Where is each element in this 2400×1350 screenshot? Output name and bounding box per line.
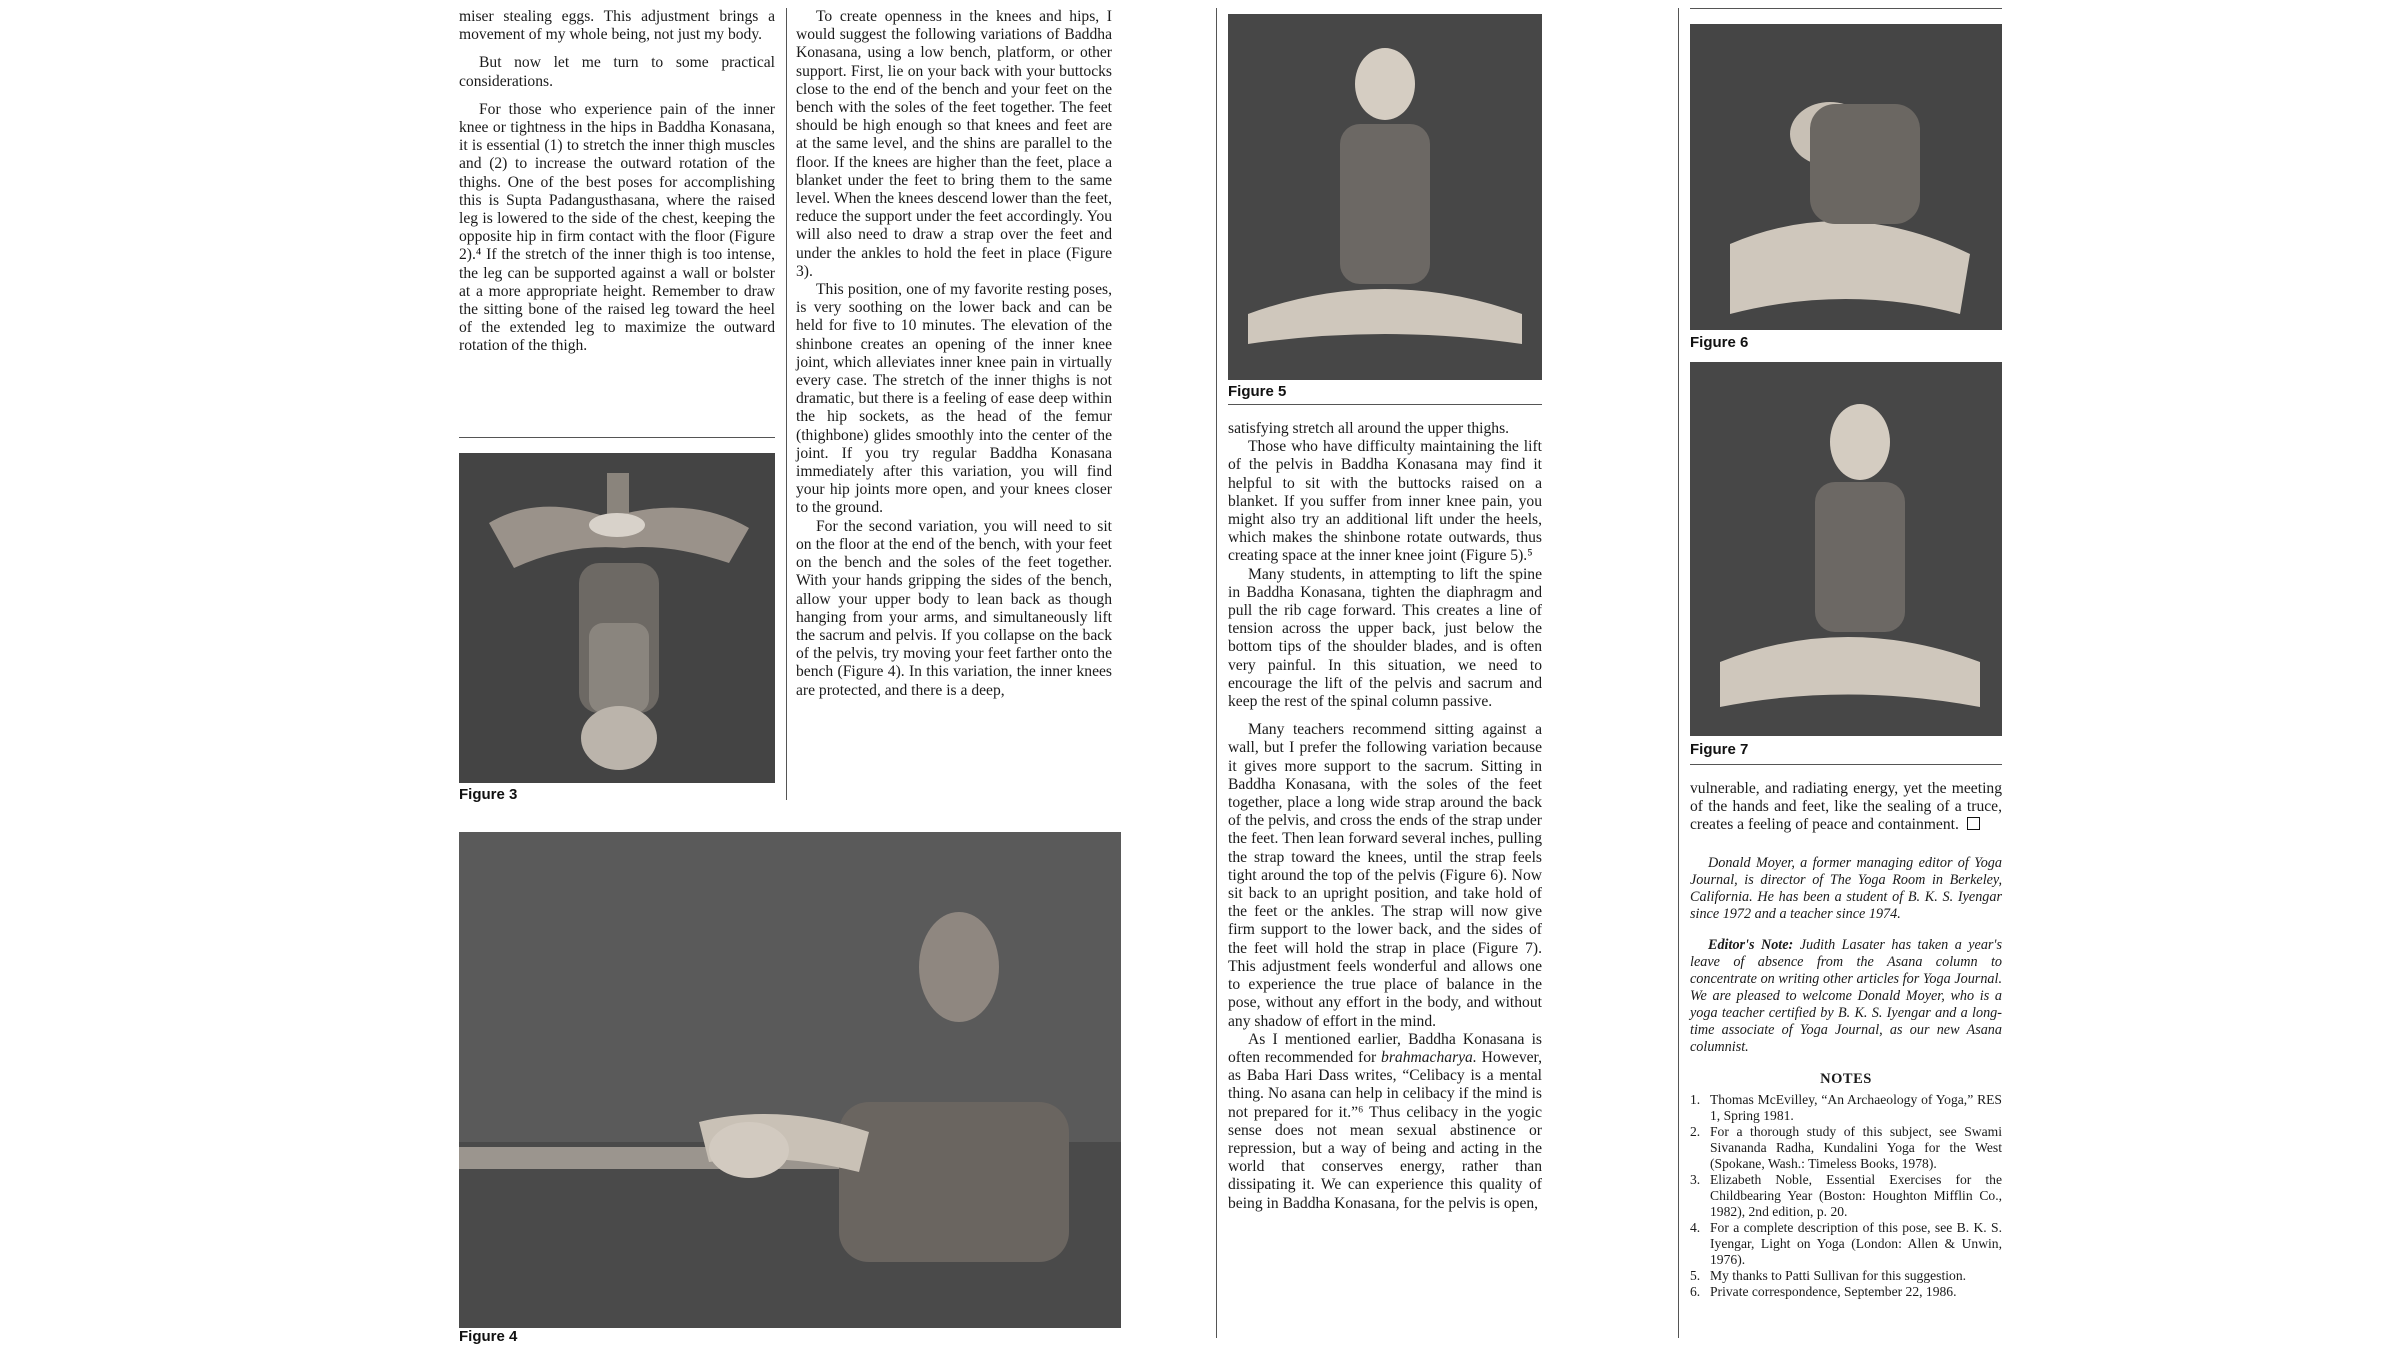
column-rule-2	[1216, 8, 1217, 1338]
note-number: 6.	[1690, 1283, 1701, 1299]
note-number: 1.	[1690, 1091, 1701, 1107]
figure-5-photo	[1228, 14, 1542, 380]
col4-p1-text: vulnerable, and radiating energy, yet the meeting of the hands and feet, like the sealing of a truce, creates a feeling of peace and containment.	[1690, 780, 2002, 834]
notes-heading: NOTES	[1820, 1070, 1872, 1087]
note-text: Thomas McEvilley, “An Archaeology of Yoga,” RES 1, Spring 1981.	[1710, 1091, 2002, 1123]
note-item	[1690, 1268, 2002, 1284]
col4-paragraph-1	[1690, 780, 2002, 835]
col2-paragraph-3: For the second variation, you will need to sit on the floor at the end of the bench, with your feet on the bench and the soles of the feet together. With your hands gripping the sides of the bench, allow your upper body to lean back as though hanging from your arms, and simultaneously lift the sacrum and pelvis. If you collapse on the back of the pelvis, try moving your feet farther onto the bench (Figure 4). In this variation, the inner knees are protected, and there is a deep,	[796, 517, 1112, 699]
note-number: 5.	[1690, 1267, 1701, 1283]
figure-6-illustration	[1690, 24, 2002, 330]
editors-note	[1690, 937, 2002, 1056]
note-number: 2.	[1690, 1123, 1701, 1139]
note-text: My thanks to Patti Sullivan for this suggestion.	[1710, 1267, 1967, 1283]
column-2	[796, 8, 1112, 700]
note-item	[1690, 1220, 2002, 1268]
note-number: 4.	[1690, 1219, 1701, 1235]
figure-3-photo	[459, 453, 775, 783]
figure-3-caption: Figure 3	[459, 786, 518, 803]
note-item	[1690, 1124, 2002, 1172]
col4-top-rule	[1690, 8, 2002, 9]
col1-divider	[459, 437, 775, 438]
figure-7-illustration	[1690, 362, 2002, 736]
figure-6-photo	[1690, 24, 2002, 330]
note-text: Elizabeth Noble, Essential Exercises for the Childbearing Year (Boston: Houghton Mifflin Co., 1982), 2nd edition, p. 20.	[1710, 1171, 2002, 1219]
col1-paragraph-3: For those who experience pain of the inner knee or tightness in the hips in Baddha Konasana, it is essential (1) to stretch the inner thigh muscles and (2) to increase the outward rotation of the thighs. One of the best poses for accomplishing this is Supta Padangusthasana, where the raised leg is lowered to the side of the chest, keeping the opposite hip in firm contact with the floor (Figure 2).⁴ If the stretch of the inner thigh is too intense, the leg can be supported against a wall or bolster at a more appropriate height. Remember to draw the sitting bone of the raised leg toward the heel of the extended leg to maximize the outward rotation of the thigh.	[459, 100, 775, 355]
col3-paragraph-5	[1228, 1031, 1542, 1213]
figure-4-photo	[459, 832, 1121, 1328]
column-1	[459, 8, 775, 356]
figure-4-caption: Figure 4	[459, 1328, 518, 1345]
col2-paragraph-1: To create openness in the knees and hips, I would suggest the following variations of Baddha Konasana, using a low bench, platform, or other support. First, lie on your back with your buttocks close to the end of the bench and your feet on the bench with the soles of the feet together. The feet should be high enough so that knees and feet are at the same level, and the shins are parallel to the floor. If the knees are higher than the feet, place a blanket under the feet to bring them to the same level. When the knees descend lower than the feet, reduce the support under the feet accordingly. You will also need to draw a strap over the feet and under the ankles to hold the feet in place (Figure 3).	[796, 8, 1112, 280]
author-bio: Donald Moyer, a former managing editor of Yoga Journal, is director of The Yoga Room in Berkeley, California. He has been a student of B. K. S. Iyengar since 1972 and a teacher since 1974.	[1690, 854, 2002, 922]
figure-6-caption: Figure 6	[1690, 334, 1749, 351]
author-bio-block	[1690, 855, 2002, 1056]
col3-p5-text-a: As I mentioned earlier, Baddha Konasana is often recommended for	[1228, 1030, 1542, 1066]
note-item	[1690, 1172, 2002, 1220]
column-rule-3	[1678, 8, 1679, 1338]
col3-paragraph-4: Many teachers recommend sitting against a wall, but I prefer the following variation because it gives more support to the sacrum. Sitting in Baddha Konasana, with the soles of the feet together, place a long wide strap around the back of the pelvis, and cross the ends of the strap under the feet. Then lean forward several inches, pulling the strap toward the knees, until the strap feels tight around the top of the pelvis (Figure 6). Now sit back to an upright position, and take hold of the feet or the ankles. The strap will now give firm support to the lower back, and the sides of the feet will hold the strap in place (Figure 7). This adjustment feels wonderful and allows one to experience the true place of balance in the pose, without any effort in the body, and without any shadow of effort in the mind.	[1228, 721, 1542, 1030]
col4-figure-divider	[1690, 764, 2002, 765]
col3-p5-text-c: However, as Baba Hari Dass writes, “Celibacy is a mental thing. No asana can help in celibacy if the mind is not prepared for it.”⁶ Thus celibacy in the yogic sense does not mean sexual abstinence or repression, but a way of being and acting in the world that conserves energy, rather than dissipating it. We can experience this quality of being in Baddha Konasana, for the pelvis is open,	[1228, 1048, 1542, 1212]
note-number: 3.	[1690, 1171, 1701, 1187]
col1-paragraph-1: miser stealing eggs. This adjustment brings a movement of my whole being, not just my body.	[459, 8, 775, 44]
col3-paragraph-1: satisfying stretch all around the upper thighs.	[1228, 420, 1510, 437]
col3-paragraph-3: Many students, in attempting to lift the spine in Baddha Konasana, tighten the diaphragm and pull the rib cage forward. This creates a line of tension across the upper back, just below the bottom tips of the shoulder blades, and is often very painful. In this situation, we need to encourage the lift of the pelvis and sacrum and keep the rest of the spinal column passive.	[1228, 565, 1542, 711]
note-text: For a complete description of this pose, see B. K. S. Iyengar, Light on Yoga (London: Allen & Unwin, 1976).	[1710, 1219, 2002, 1267]
notes-list	[1690, 1092, 2002, 1300]
note-item	[1690, 1284, 2002, 1300]
col3-p5-italic: brahmacharya.	[1381, 1048, 1477, 1066]
editors-note-label: Editor's Note:	[1708, 936, 1794, 953]
col2-paragraph-2: This position, one of my favorite resting poses, is very soothing on the lower back and can be held for five to 10 minutes. The elevation of the shinbone creates an opening of the inner knee joint, which alleviates inner knee pain in virtually every case. The stretch of the inner thighs is not dramatic, but there is a feeling of ease deep within the hip sockets, as the head of the femur (thighbone) glides smoothly into the center of the joint. If you try regular Baddha Konasana immediately after this variation, you will find your hip joints more open, and your knees closer to the ground.	[796, 281, 1112, 517]
end-mark-icon	[1967, 817, 1980, 830]
col3-figure-divider	[1228, 404, 1542, 405]
figure-5-illustration	[1228, 14, 1542, 380]
note-item	[1690, 1092, 2002, 1124]
column-rule-1	[786, 8, 787, 800]
figure-7-photo	[1690, 362, 2002, 736]
figure-7-caption: Figure 7	[1690, 741, 1749, 758]
column-4	[1690, 780, 2002, 1300]
figure-5-caption: Figure 5	[1228, 383, 1287, 400]
note-text: Private correspondence, September 22, 1986.	[1710, 1283, 1957, 1299]
column-3	[1228, 420, 1542, 1213]
editors-note-text: Judith Lasater has taken a year's leave of absence from the Asana column to concentrate on writing other articles for Yoga Journal. We are pleased to welcome Donald Moyer, who is a yoga teacher certified by B. K. S. Iyengar and a long-time associate of Yoga Journal, as our new Asana columnist.	[1690, 936, 2002, 1055]
col1-paragraph-2: But now let me turn to some practical considerations.	[459, 54, 775, 90]
figure-3-illustration	[459, 453, 775, 783]
col3-paragraph-2: Those who have difficulty maintaining the lift of the pelvis in Baddha Konasana may find it helpful to sit with the buttocks raised on a blanket. If you suffer from inner knee pain, you might also try an additional lift under the heels, which makes the shinbone rotate outwards, thus creating space at the inner knee joint (Figure 5).⁵	[1228, 438, 1542, 565]
note-text: For a thorough study of this subject, see Swami Sivananda Radha, Kundalini Yoga for the West (Spokane, Wash.: Timeless Books, 1978).	[1710, 1123, 2002, 1171]
figure-4-illustration	[459, 832, 1121, 1328]
